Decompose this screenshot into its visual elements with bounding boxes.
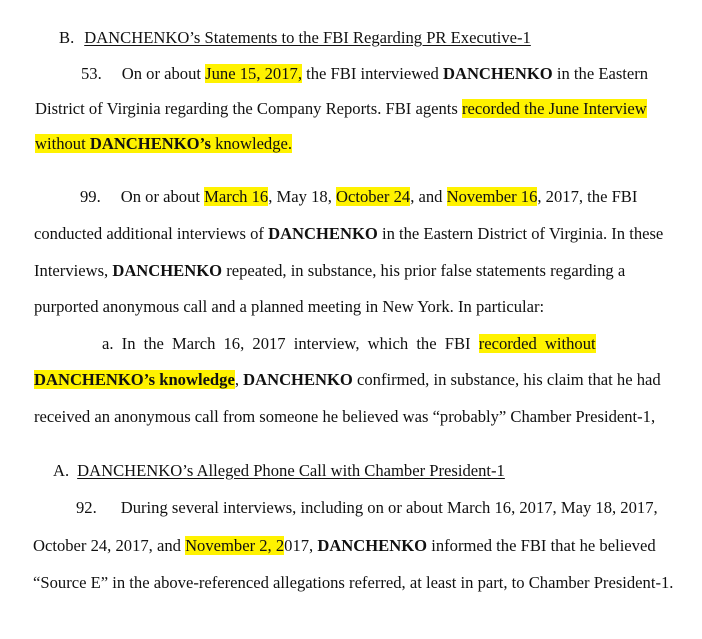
bold-danchenkos: DANCHENKO’s: [89, 134, 211, 153]
para-99a-line-2: [34, 369, 661, 391]
bold-danchenko: DANCHENKO: [268, 224, 378, 243]
highlight-recorded-june-interview: recorded the June Interview: [462, 99, 647, 118]
para-99-text: conducted additional interviews of: [34, 224, 269, 243]
para-53-text: in the Eastern: [552, 64, 649, 83]
section-a-title: DANCHENKO’s Alleged Phone Call with Chamber President-1: [77, 461, 505, 480]
para-53-text: District of Virginia regarding the Company Reports. FBI agents: [35, 99, 462, 118]
highlight-november-2: November 2, 2: [185, 536, 285, 555]
para-99-line-3: [34, 260, 625, 282]
para-99-text: purported anonymous call and a planned meeting in New York. In particular:: [34, 297, 545, 316]
para-99-line-2: [34, 223, 663, 245]
para-99-text: , 2017, the FBI: [537, 187, 638, 206]
para-99-text: in the Eastern District of Virginia. In these: [377, 224, 664, 243]
para-99-text: , and: [410, 187, 447, 206]
para-53-line-3: [35, 133, 292, 155]
para-53-text: without: [35, 134, 90, 153]
para-53-text: the FBI interviewed: [301, 64, 443, 83]
bold-danchenko: DANCHENKO: [317, 536, 428, 555]
para-92-line-3: [33, 572, 673, 594]
para-99-text: Interviews,: [34, 261, 113, 280]
section-a-letter: A.: [53, 461, 70, 480]
section-b-letter: B.: [59, 28, 75, 47]
para-99-line-4: [34, 296, 544, 318]
para-99-text: , May 18,: [268, 187, 336, 206]
highlight-november-16: November 16: [446, 187, 538, 206]
highlight-recorded-without: recorded without: [478, 334, 596, 353]
highlight-october-24: October 24: [336, 187, 411, 206]
bold-danchenko: DANCHENKO: [442, 64, 553, 83]
bold-danchenko: DANCHENKO: [243, 370, 353, 389]
para-92-text: During several interviews, including on or about March 16, 2017, May 18, 2017,: [120, 498, 658, 517]
section-b-heading: [59, 27, 531, 49]
para-53-number: 53.: [81, 64, 102, 83]
para-92-text: informed the FBI that he believed: [427, 536, 656, 555]
para-99-text: repeated, in substance, his prior false statements regarding a: [222, 261, 626, 280]
para-92-line-1: [76, 497, 658, 519]
section-a-heading: [53, 460, 505, 482]
para-99-number: 99.: [80, 187, 101, 206]
para-53-text: knowledge.: [210, 134, 293, 153]
highlight-without-knowledge: [35, 134, 292, 153]
para-92-text: October 24, 2017, and: [33, 536, 186, 555]
highlight-danchenkos-knowledge: DANCHENKO’s knowledge: [34, 370, 235, 389]
bold-danchenko: DANCHENKO: [112, 261, 223, 280]
para-99-line-1: [80, 186, 656, 208]
para-99a-line-1: [102, 333, 596, 355]
para-99a-line-3: [34, 406, 655, 428]
para-53-line-2: [35, 98, 647, 120]
para-99-text: On or about: [120, 187, 205, 206]
para-92-line-2: [33, 535, 656, 557]
para-92-text: 017,: [284, 536, 318, 555]
section-b-title: DANCHENKO’s Statements to the FBI Regarding PR Executive-1: [84, 28, 531, 47]
para-99a-text: confirmed, in substance, his claim that he had: [352, 370, 661, 389]
para-53-line-1: [81, 63, 649, 85]
para-99a-text: received an anonymous call from someone he believed was “probably” Chamber President-1,: [34, 407, 656, 426]
highlight-june-15: June 15, 2017,: [205, 64, 302, 83]
para-53-text: On or about: [121, 64, 206, 83]
para-99a-text: a. In the March 16, 2017 interview, which the FBI: [102, 334, 479, 353]
para-99a-text: ,: [234, 370, 244, 389]
highlight-march-16: March 16: [204, 187, 269, 206]
para-92-number: 92.: [76, 498, 97, 517]
para-92-text: “Source E” in the above-referenced allegations referred, at least in part, to Chamber President-1.: [33, 573, 674, 592]
